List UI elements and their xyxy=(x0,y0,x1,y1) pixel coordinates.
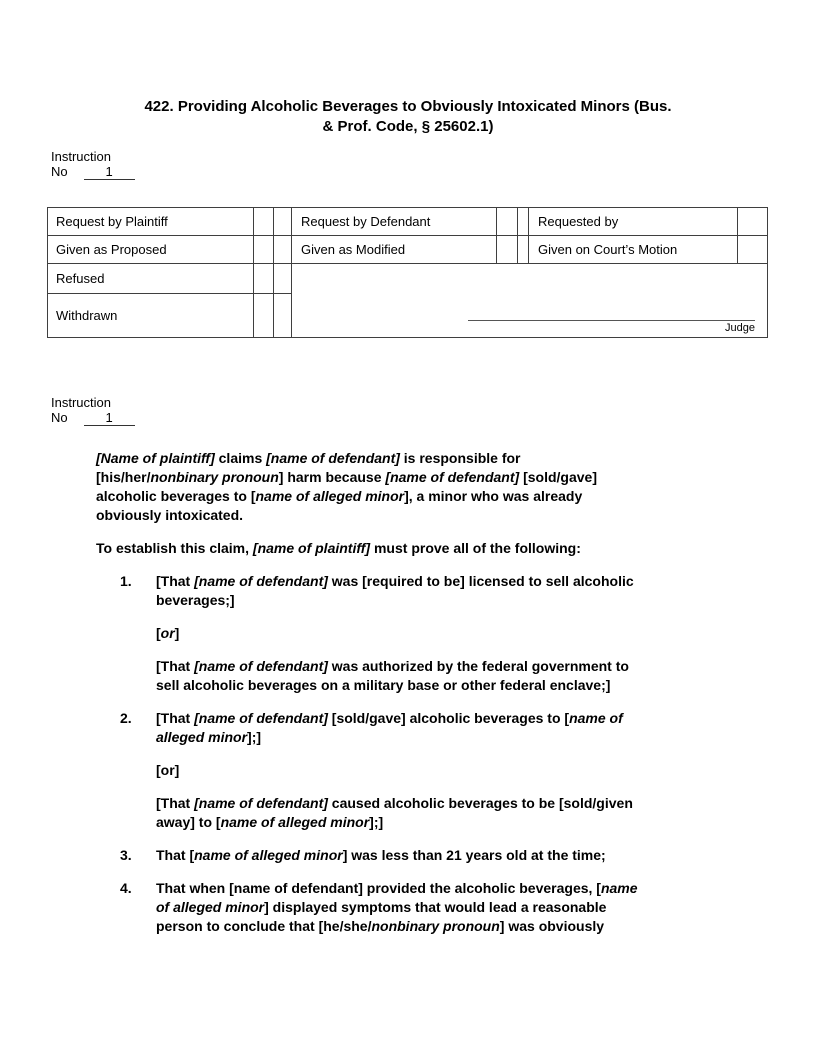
instruction-number-field[interactable]: 1 xyxy=(84,410,135,426)
item-1-text: [That [name of defendant] was [required to be] licensed to sell alcoholic beverages;] xyxy=(156,573,634,608)
item-3-text: That [name of alleged minor] was less than 21 years old at the time; xyxy=(156,847,606,863)
cell-request-by-plaintiff: Request by Plaintiff xyxy=(56,213,168,229)
list-item-4 xyxy=(96,879,728,936)
item-4-text: That when [name of defendant] provided the alcoholic beverages, [name of alleged minor] displayed symptoms that would lead a reasonable person to conclude that [he/she/nonbinary pronoun] was obviously xyxy=(156,880,638,934)
instruction-number-field[interactable]: 1 xyxy=(84,164,135,180)
checkbox-given-as-modified[interactable] xyxy=(497,236,517,263)
checkbox-given-as-proposed[interactable] xyxy=(254,236,273,263)
list-item-3 xyxy=(96,846,728,865)
cell-request-by-defendant: Request by Defendant xyxy=(301,213,431,229)
item-number-4: 4. xyxy=(120,880,132,896)
cell-given-as-modified: Given as Modified xyxy=(301,241,406,257)
cell-requested-by: Requested by xyxy=(538,213,619,229)
instruction-label: Instruction xyxy=(51,149,111,164)
table-border xyxy=(767,207,768,338)
instruction-header-2 xyxy=(51,395,135,426)
or-separator-1: [or] xyxy=(156,625,180,641)
item-2-alternative: [That [name of defendant] caused alcoholic beverages to be [sold/given away] to [name of alleged minor];] xyxy=(156,795,633,830)
table-border xyxy=(47,337,768,338)
intro-paragraph: [Name of plaintiff] claims [name of defendant] is responsible for [his/her/nonbinary pronoun] harm because [name of defendant] [sold/gave] alcoholic beverages to [name of alleged minor], a minor who was already obviously intoxicated. xyxy=(96,450,597,523)
page-title-line1: 422. Providing Alcoholic Beverages to Obviously Intoxicated Minors (Bus. xyxy=(144,98,672,115)
table-border xyxy=(517,207,518,263)
item-number-2: 2. xyxy=(120,710,132,726)
cell-given-on-courts-motion: Given on Court’s Motion xyxy=(538,241,678,257)
page-title xyxy=(0,97,816,137)
cell-refused: Refused xyxy=(56,270,105,286)
instruction-status-table xyxy=(47,207,768,338)
checkbox-request-by-defendant[interactable] xyxy=(497,208,517,235)
page-title-line2: & Prof. Code, § 25602.1) xyxy=(322,118,494,135)
item-2-text: [That [name of defendant] [sold/gave] alcoholic beverages to [name of alleged minor];] xyxy=(156,710,623,745)
judge-signature-line[interactable] xyxy=(468,320,755,321)
checkbox-withdrawn[interactable] xyxy=(254,294,273,337)
instruction-no-label: No xyxy=(51,410,68,425)
checkbox-given-on-courts-motion[interactable] xyxy=(738,236,767,263)
checkbox-request-by-plaintiff[interactable] xyxy=(254,208,273,235)
table-border xyxy=(273,207,274,338)
item-number-1: 1. xyxy=(120,573,132,589)
establish-claim-paragraph: To establish this claim, [name of plaintiff] must prove all of the following: xyxy=(96,540,581,556)
judge-label: Judge xyxy=(725,322,755,334)
checkbox-requested-by[interactable] xyxy=(738,208,767,235)
cell-withdrawn: Withdrawn xyxy=(56,307,118,323)
instruction-no-label: No xyxy=(51,164,68,179)
list-item-1 xyxy=(96,572,728,610)
or-separator-2: [or] xyxy=(156,762,180,778)
instruction-header-1 xyxy=(51,149,135,180)
instruction-body xyxy=(96,449,728,950)
item-1-alternative: [That [name of defendant] was authorized by the federal government to sell alcoholic beverages on a military base or other federal enclave;] xyxy=(156,658,629,693)
checkbox-refused[interactable] xyxy=(254,264,273,293)
list-item-2 xyxy=(96,709,728,747)
item-number-3: 3. xyxy=(120,847,132,863)
cell-given-as-proposed: Given as Proposed xyxy=(56,241,167,257)
instruction-label: Instruction xyxy=(51,395,111,410)
